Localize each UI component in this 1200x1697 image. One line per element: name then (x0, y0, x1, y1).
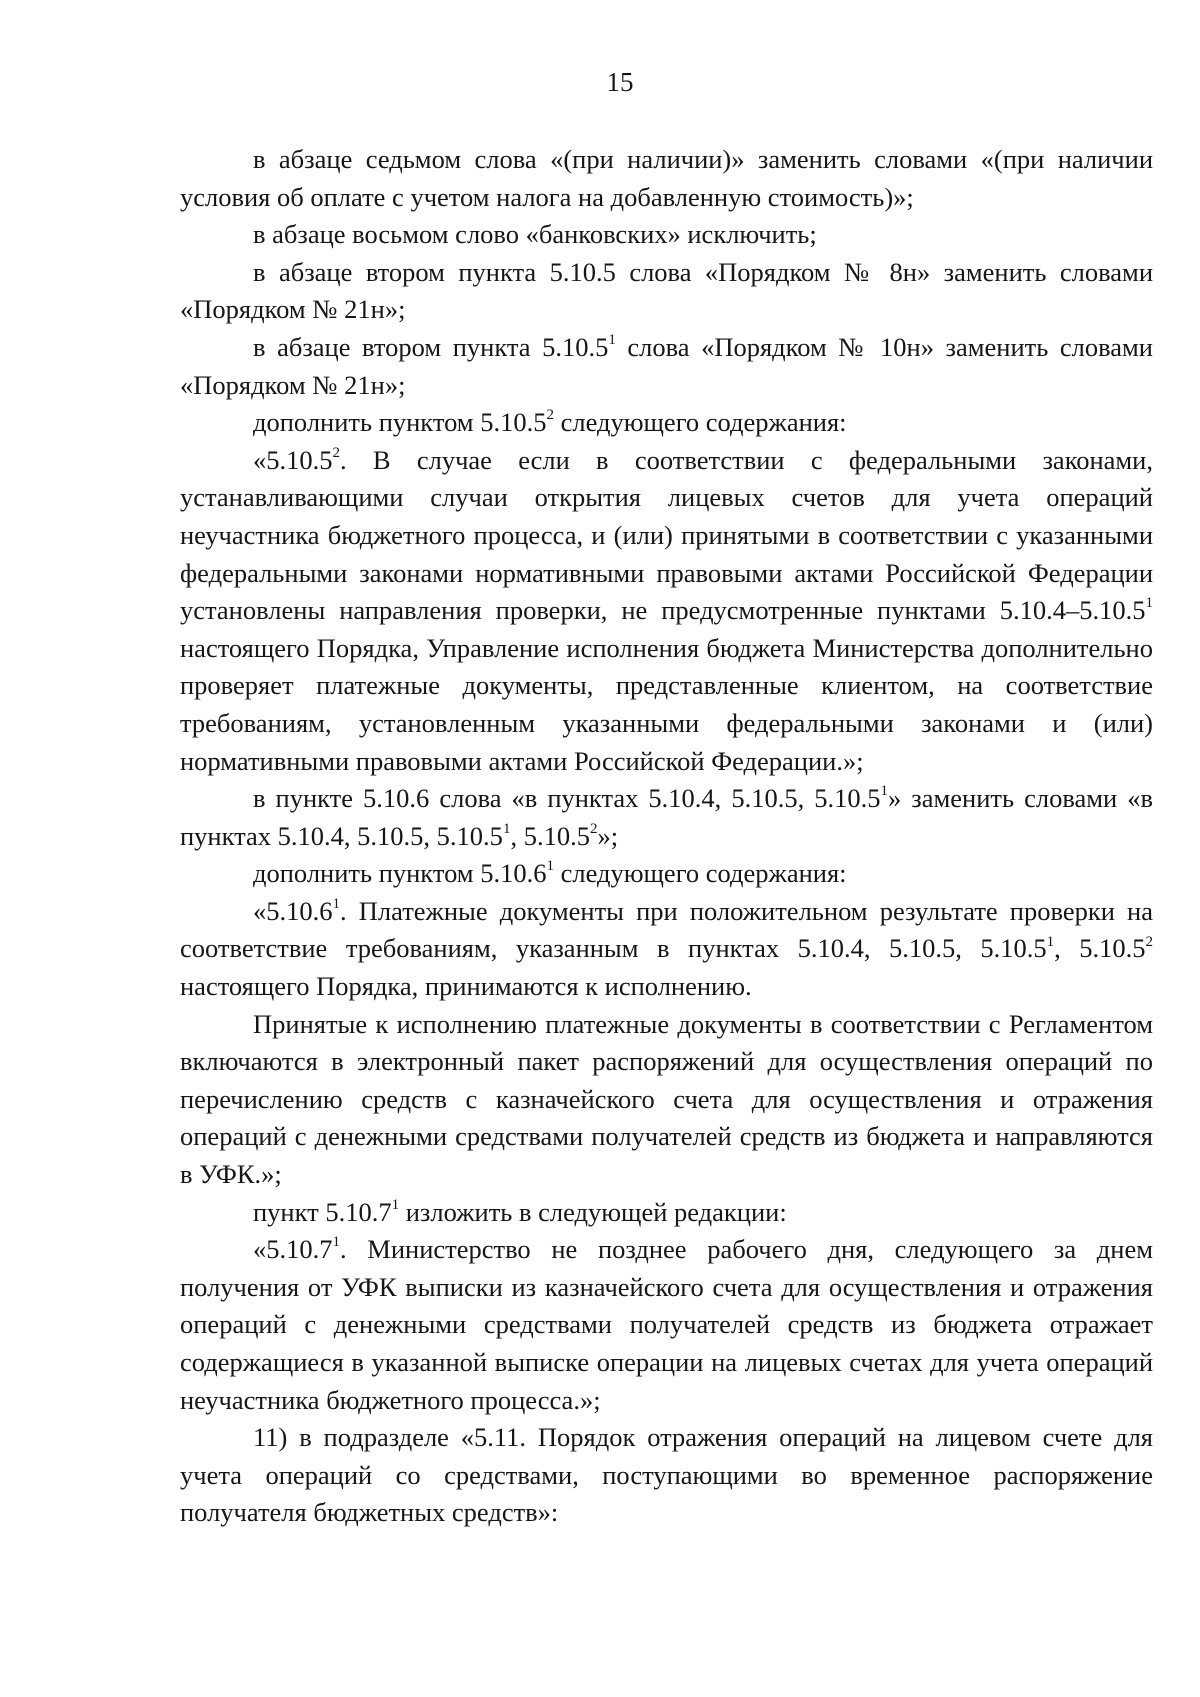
text-run: в абзаце восьмом слово «банковских» исключить; (253, 219, 817, 250)
text-run: » заменить словами «в пунктах 5.10.4, 5.10.5, 5.10.5 (180, 783, 1153, 851)
paragraph (180, 404, 1153, 442)
paragraph (180, 1231, 1153, 1419)
paragraph (180, 141, 1153, 216)
text-run: «5.10.7 (253, 1234, 333, 1265)
text-run: в абзаце седьмом слова «(при наличии)» заменить словами «(при наличии условия об оплате с учетом налога на добавленную стоимость)»; (180, 144, 1153, 212)
superscript: 1 (608, 332, 616, 349)
superscript: 1 (332, 1234, 340, 1251)
document-body (180, 141, 1153, 1532)
text-run: »; (597, 820, 619, 851)
superscript: 2 (1145, 933, 1154, 950)
text-run: следующего содержания: (553, 407, 847, 438)
paragraph (180, 1006, 1153, 1194)
text-run: изложить в следующей редакции: (399, 1196, 787, 1227)
superscript: 1 (1046, 933, 1055, 950)
text-run: в абзаце втором пункта 5.10.5 слова «Порядком № 8н» заменить словами «Порядком № 21н»; (180, 256, 1153, 325)
text-run: дополнить пунктом 5.10.6 (253, 858, 547, 889)
paragraph (180, 1194, 1153, 1232)
superscript: 1 (546, 858, 554, 875)
page-number: 15 (606, 67, 634, 97)
paragraph (180, 893, 1153, 1006)
superscript: 1 (1145, 595, 1153, 612)
text-run: . Платежные документы при положительном результате проверки на соответствие требованиям, указанным в пунктах 5.10.4, 5.10.5, 5.10.5 (180, 895, 1153, 964)
text-run: следующего содержания: (553, 858, 847, 889)
text-run: настоящего Порядка, принимаются к исполнению. (180, 971, 752, 1002)
superscript: 2 (546, 407, 554, 424)
text-run: . В случае если в соответствии с федеральными законами, устанавливающими случаи открытия лицевых счетов для учета операций неучастника бюджетного процесса, и (или) принятыми в соответствии с указанными федеральными законами нормативными правовыми актами Российской Федерации установлены направления проверки, не предусмотренные пунктами 5.10.4–5.10.5 (180, 444, 1153, 626)
paragraph (180, 442, 1153, 780)
text-run: «5.10.5 (253, 444, 333, 475)
superscript: 2 (332, 444, 340, 461)
text-run: , 5.10.5 (510, 820, 590, 851)
paragraph (180, 329, 1153, 404)
text-run: «5.10.6 (253, 895, 333, 926)
text-run: слова «Порядком № 10н» заменить словами «Порядком № 21н»; (180, 331, 1153, 400)
text-run: в пункте 5.10.6 слова «в пунктах 5.10.4, 5.10.5, 5.10.5 (253, 783, 881, 814)
text-run: пункт 5.10.7 (253, 1196, 392, 1227)
text-run: настоящего Порядка, Управление исполнения бюджета Министерства дополнительно проверяет платежные документы, представленные клиентом, на соответствие требованиям, установленным указанными федеральными законами и (или) нормативными правовыми актами Российской Федерации.»; (180, 632, 1153, 776)
text-run: Принятые к исполнению платежные документы в соответствии с Регламентом включаются в электронный пакет распоряжений для осуществления операций по перечислению средств с казначейского счета для осуществления и отражения операций с денежными средствами получателей средств из бюджета и направляются в УФК.»; (180, 1008, 1153, 1190)
superscript: 1 (391, 1196, 400, 1213)
superscript: 1 (880, 783, 888, 800)
superscript: 2 (589, 820, 598, 837)
paragraph (180, 216, 1153, 254)
text-run: 11) в подразделе «5.11. Порядок отражения операций на лицевом счете для учета операций со средствами, поступающими во временное распоряжение получателя бюджетных средств»: (180, 1422, 1153, 1528)
superscript: 1 (332, 896, 340, 913)
text-run: . Министерство не позднее рабочего дня, следующего за днем получения от УФК выписки из казначейского счета для осуществления и отражения операций с денежными средствами получателей средств из бюджета отражает содержащиеся в указанной выписке операции на лицевых счетах для учета операций неучастника бюджетного процесса.»; (180, 1234, 1153, 1415)
paragraph (180, 254, 1153, 329)
paragraph (180, 855, 1153, 893)
paragraph (180, 1419, 1153, 1532)
text-run: , 5.10.5 (1054, 933, 1146, 964)
text-run: дополнить пунктом 5.10.5 (253, 407, 547, 438)
paragraph (180, 780, 1153, 855)
text-run: в абзаце втором пункта 5.10.5 (253, 331, 609, 362)
superscript: 1 (502, 820, 511, 837)
